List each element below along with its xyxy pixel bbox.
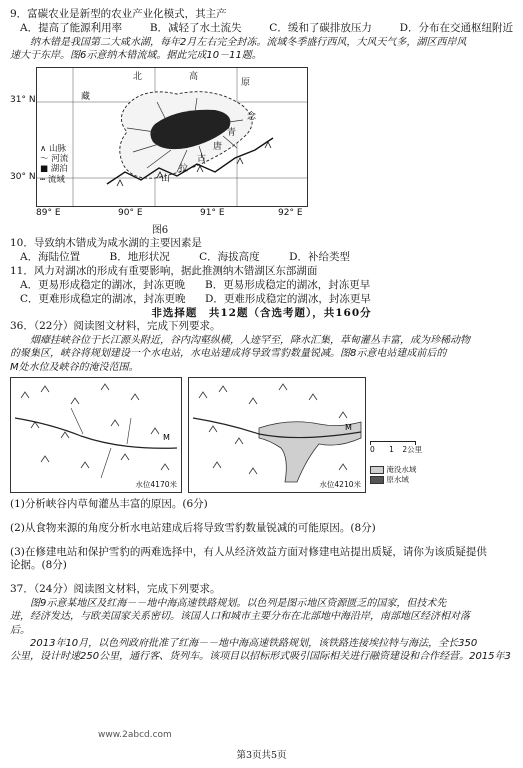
fig6-map-svg [37,68,307,206]
scale-1: 1 [389,444,394,454]
q36-text-1: 烟瘴挂峡谷位于长江源头附近，谷内沟壑纵横，人迹罕至，降水汇集，草甸灌丛丰富，成为珍稀动物 [30,335,470,347]
q37-text-3: 后。 [10,624,30,636]
q36-text-3: M处水位及峡谷的淹没范围。 [10,361,139,373]
q9-option-a: A．提高了能源利用率 [20,21,123,34]
river-symbol-icon: ～ [40,154,49,165]
legend-mountain [40,144,68,154]
map-text-shan: 山 [161,174,171,185]
q36-sub-2: (2)从食物来源的角度分析水电站建成后将导致雪豹数量锐减的可能原因。(8分) [10,521,376,534]
q36-sub-1: (1)分析峡谷内草甸灌丛丰富的原因。(6分) [10,497,208,510]
q10-option-c: C．海拔高度 [199,251,260,264]
q36-sub-3b: 论据。(8分) [10,559,67,572]
legend-river [40,154,68,164]
lat-label-31: 31° N [10,95,36,106]
q36-head: 36．（22分）阅读图文材料，完成下列要求。 [10,320,221,333]
fig8-scale [370,441,430,455]
legend-flooded-label: 淹没水域 [386,464,417,474]
q10-option-a: A．海陆位置 [20,251,81,264]
q9-option-b: B．减轻了水土流失 [149,21,242,34]
q37-text-5: 公里，设计时速250公里，通行客、货列车。该项目以招标形式吸引国际相关进行融资建设和合作经营。2015年3 [10,650,511,662]
fig6-map-frame [36,67,308,207]
legend-basin-label: 流域 [47,174,65,185]
q11-option-d: D．更难形成稳定的湖冰，封冻更早 [205,292,371,305]
q11-stem: 11．风力对湖冰的形成有重要影响，据此推测纳木错湖区东部湖面 [10,265,318,277]
figure-6 [10,65,513,223]
map-text-la: 拉 [179,164,189,175]
q11-options [10,279,380,307]
legend-basin [40,175,68,185]
q9-option-d: D．分布在交通枢纽附近 [399,21,513,34]
lon-label-89: 89° E [36,208,61,219]
fig8-right-panel [188,377,366,493]
map-text-zang: 藏 [81,92,91,103]
q37-text-1: 图9示意某地区及红海－－地中海高速铁路规划。以色列是图示地区资源匮乏的国家，但技术先 [30,598,447,610]
legend-lake [40,164,68,174]
passage-line-1: 纳木错是我国第二大咸水湖，每年2月左右完全封冻。流域冬季盛行西风，大风天气多，湖区西岸风 [30,36,467,48]
fig8-left-svg [11,378,181,492]
map-text-gao: 高 [189,72,199,83]
q11-option-a: A．更易形成稳定的湖冰，封冻更晚 [20,278,186,291]
q11-option-c: C．更难形成稳定的湖冰，封冻更晚 [20,292,186,305]
mountain-symbol-icon: ∧ [40,144,47,155]
fig8-right-svg [189,378,365,492]
q9-option-c: C．缓和了碳排放压力 [269,21,372,34]
legend-flooded [370,465,416,476]
point-m-left: M [163,432,170,442]
map-text-qing: 青 [227,128,237,139]
legend-original [370,475,416,486]
scale-2: 2公里 [402,444,423,454]
q10-options [10,251,350,265]
flooded-swatch-icon [370,466,384,474]
scale-0: 0 [370,444,375,454]
page-footer: 第3页共5页 [236,750,287,761]
map-text-nian: 念 [247,112,257,123]
q36-text-2: 的聚集区，峡谷将规划建设一个水电站，水电站建成将导致雪豹数量锐减。图8示意电站建成前后的 [10,348,447,360]
q37-head: 37．（24分）阅读图文材料，完成下列要求。 [10,583,221,596]
lake-symbol-icon: ■ [40,164,49,175]
point-m-right: M [345,422,352,432]
lat-label-30: 30° N [10,172,36,183]
fig6-caption: 图6 [151,225,169,237]
q10-option-d: D．补给类型 [289,251,350,264]
fig8-legend [370,465,416,486]
figure-8 [10,377,513,495]
original-swatch-icon [370,476,384,484]
q10-option-b: B．地形状况 [109,251,170,264]
map-text-gu: 古 [197,154,207,165]
section-2-title: 非选择题 共12题（含选考题），共160分 [151,306,372,319]
lon-label-92: 92° E [278,208,303,219]
q11-option-b: B．更易形成稳定的湖冰，封冻更早 [205,278,371,291]
legend-river-label: 河流 [51,154,69,165]
legend-original-label: 原水域 [386,475,409,485]
q10-stem: 10．导致纳木错成为咸水湖的主要因素是 [10,237,202,250]
q37-text-2: 进，经济发达，与欧美国家关系密切。该国人口和城市主要分布在北部地中海沿岸，南部地区经济相对落 [10,611,470,623]
legend-lake-label: 湖泊 [50,164,68,175]
q37-text-4: 2013年10月，以色列政府批准了红海－－地中海高速铁路规划，该铁路连接埃拉特与海法，全长350 [30,637,478,649]
legend-mountain-label: 山脉 [48,144,66,155]
map-text-bei: 北 [133,72,143,83]
watermark: www.2abcd.com [98,730,172,740]
map-text-tang: 唐 [213,142,223,153]
q36-sub-3a: (3)在修建电站和保护雪豹的两难选择中，有人从经济效益方面对修建电站提出质疑，请你为该质疑提供 [10,545,487,558]
lon-label-91: 91° E [200,208,225,219]
fig8-left-label: 水位4170米 [135,479,177,489]
basin-symbol-icon: ┅ [40,174,46,185]
q9-options [10,22,513,36]
lon-label-90: 90° E [118,208,143,219]
passage-line-2: 速大于东岸。图6示意纳木错流域。据此完成10－11题。 [10,49,262,61]
fig6-legend [40,144,68,185]
fig8-right-label: 水位4210米 [319,479,361,489]
q9-stem: 9．富碳农业是新型的农业产业化模式，其主产 [10,8,227,20]
fig8-left-panel [10,377,182,493]
exam-page [10,8,513,740]
map-text-yuan: 原 [241,78,251,89]
